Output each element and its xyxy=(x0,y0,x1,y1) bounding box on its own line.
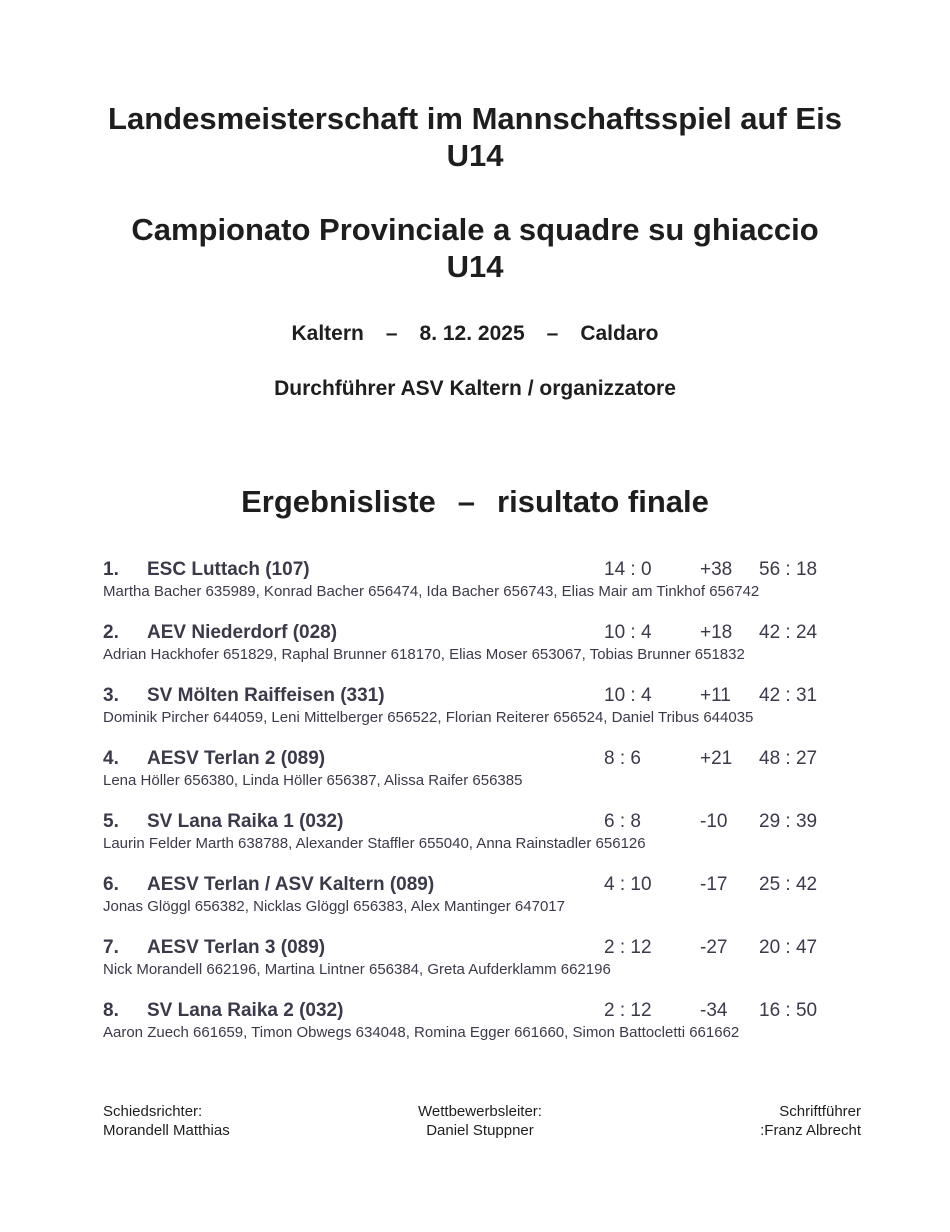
result-line xyxy=(103,873,903,897)
team-players: Martha Bacher 635989, Konrad Bacher 656474, Ida Bacher 656743, Elias Mair am Tinkhof 656742 xyxy=(103,583,760,600)
result-rank: 2. xyxy=(103,622,119,643)
result-rank: 1. xyxy=(103,559,119,580)
result-line xyxy=(103,621,903,645)
team-players: Aaron Zuech 661659, Timon Obwegs 634048, Romina Egger 661660, Simon Battocletti 661662 xyxy=(103,1024,740,1041)
goal-difference: +38 xyxy=(700,559,733,580)
goals-ratio: 20 : 47 xyxy=(759,937,818,958)
result-entry xyxy=(103,558,903,621)
team-players: Jonas Glöggl 656382, Nicklas Glöggl 656383, Alex Mantinger 647017 xyxy=(103,898,565,915)
team-players: Lena Höller 656380, Linda Höller 656387, Alissa Raifer 656385 xyxy=(103,772,523,789)
result-rank: 5. xyxy=(103,811,119,832)
results-list xyxy=(103,558,903,1062)
result-entry xyxy=(103,747,903,810)
team-points: 6 : 8 xyxy=(604,811,641,832)
separator-dash: – xyxy=(385,322,398,345)
venue-italian: Caldaro xyxy=(580,322,659,345)
referee-label: Schiedsrichter: xyxy=(103,1103,203,1120)
title-german-text: Landesmeisterschaft im Mannschaftsspiel auf Eis xyxy=(108,101,842,136)
result-rank: 4. xyxy=(103,748,119,769)
team-name: SV Mölten Raiffeisen (331) xyxy=(147,685,385,706)
result-rank: 7. xyxy=(103,937,119,958)
title-italian xyxy=(0,211,950,285)
goals-ratio: 42 : 31 xyxy=(759,685,818,706)
goals-ratio: 25 : 42 xyxy=(759,874,818,895)
goal-difference: +21 xyxy=(700,748,733,769)
goal-difference: +11 xyxy=(700,685,731,706)
separator-dash: – xyxy=(457,484,476,519)
goal-difference: +18 xyxy=(700,622,733,643)
result-line xyxy=(103,936,903,960)
team-name: AESV Terlan 3 (089) xyxy=(147,937,326,958)
secretary-name: :Franz Albrecht xyxy=(760,1122,861,1139)
title-german xyxy=(0,100,950,174)
team-players: Dominik Pircher 644059, Leni Mittelberger 656522, Florian Reiterer 656524, Daniel Tribus 644035 xyxy=(103,709,754,726)
result-entry xyxy=(103,684,903,747)
team-points: 10 : 4 xyxy=(604,685,652,706)
referee-name: Morandell Matthias xyxy=(103,1122,230,1139)
team-name: AESV Terlan / ASV Kaltern (089) xyxy=(147,874,435,895)
result-entry xyxy=(103,999,903,1062)
goal-difference: -34 xyxy=(700,1000,728,1021)
event-date: 8. 12. 2025 xyxy=(419,322,525,345)
result-line xyxy=(103,999,903,1023)
venue-date-line xyxy=(0,321,950,347)
result-line xyxy=(103,558,903,582)
team-points: 10 : 4 xyxy=(604,622,652,643)
team-name: AEV Niederdorf (028) xyxy=(147,622,338,643)
goals-ratio: 16 : 50 xyxy=(759,1000,818,1021)
result-line xyxy=(103,810,903,834)
team-players: Nick Morandell 662196, Martina Lintner 656384, Greta Aufderklamm 662196 xyxy=(103,961,611,978)
result-line xyxy=(103,747,903,771)
organizer-line: Durchführer ASV Kaltern / organizzatore xyxy=(274,377,676,400)
result-entry xyxy=(103,810,903,873)
result-line xyxy=(103,684,903,708)
secretary-label: Schriftführer xyxy=(779,1103,861,1120)
results-heading xyxy=(0,483,950,521)
competition-director-label: Wettbewerbsleiter: xyxy=(418,1103,542,1120)
result-entry xyxy=(103,621,903,684)
team-points: 2 : 12 xyxy=(604,1000,652,1021)
goals-ratio: 42 : 24 xyxy=(759,622,818,643)
result-rank: 6. xyxy=(103,874,119,895)
goal-difference: -17 xyxy=(700,874,728,895)
team-name: AESV Terlan 2 (089) xyxy=(147,748,326,769)
team-name: ESC Luttach (107) xyxy=(147,559,310,580)
team-points: 14 : 0 xyxy=(604,559,652,580)
team-players: Adrian Hackhofer 651829, Raphal Brunner 618170, Elias Moser 653067, Tobias Brunner 651832 xyxy=(103,646,745,663)
team-points: 2 : 12 xyxy=(604,937,652,958)
result-entry xyxy=(103,873,903,936)
goal-difference: -10 xyxy=(700,811,728,832)
result-rank: 8. xyxy=(103,1000,119,1021)
team-points: 8 : 6 xyxy=(604,748,641,769)
goals-ratio: 56 : 18 xyxy=(759,559,818,580)
result-entry xyxy=(103,936,903,999)
referee-block xyxy=(103,1102,230,1140)
team-players: Laurin Felder Marth 638788, Alexander Staffler 655040, Anna Rainstadler 656126 xyxy=(103,835,646,852)
title-german-age: U14 xyxy=(446,138,504,173)
title-italian-age: U14 xyxy=(446,249,504,284)
goals-ratio: 48 : 27 xyxy=(759,748,818,769)
goals-ratio: 29 : 39 xyxy=(759,811,818,832)
venue-german: Kaltern xyxy=(291,322,364,345)
team-name: SV Lana Raika 2 (032) xyxy=(147,1000,344,1021)
results-heading-italian: risultato finale xyxy=(497,484,709,519)
team-name: SV Lana Raika 1 (032) xyxy=(147,811,344,832)
result-rank: 3. xyxy=(103,685,119,706)
separator-dash: – xyxy=(546,322,559,345)
results-heading-german: Ergebnisliste xyxy=(241,484,436,519)
title-italian-text: Campionato Provinciale a squadre su ghiaccio xyxy=(131,212,819,247)
secretary-block xyxy=(760,1102,861,1140)
team-points: 4 : 10 xyxy=(604,874,652,895)
goal-difference: -27 xyxy=(700,937,728,958)
competition-director-block xyxy=(380,1102,580,1140)
competition-director-name: Daniel Stuppner xyxy=(426,1122,534,1139)
